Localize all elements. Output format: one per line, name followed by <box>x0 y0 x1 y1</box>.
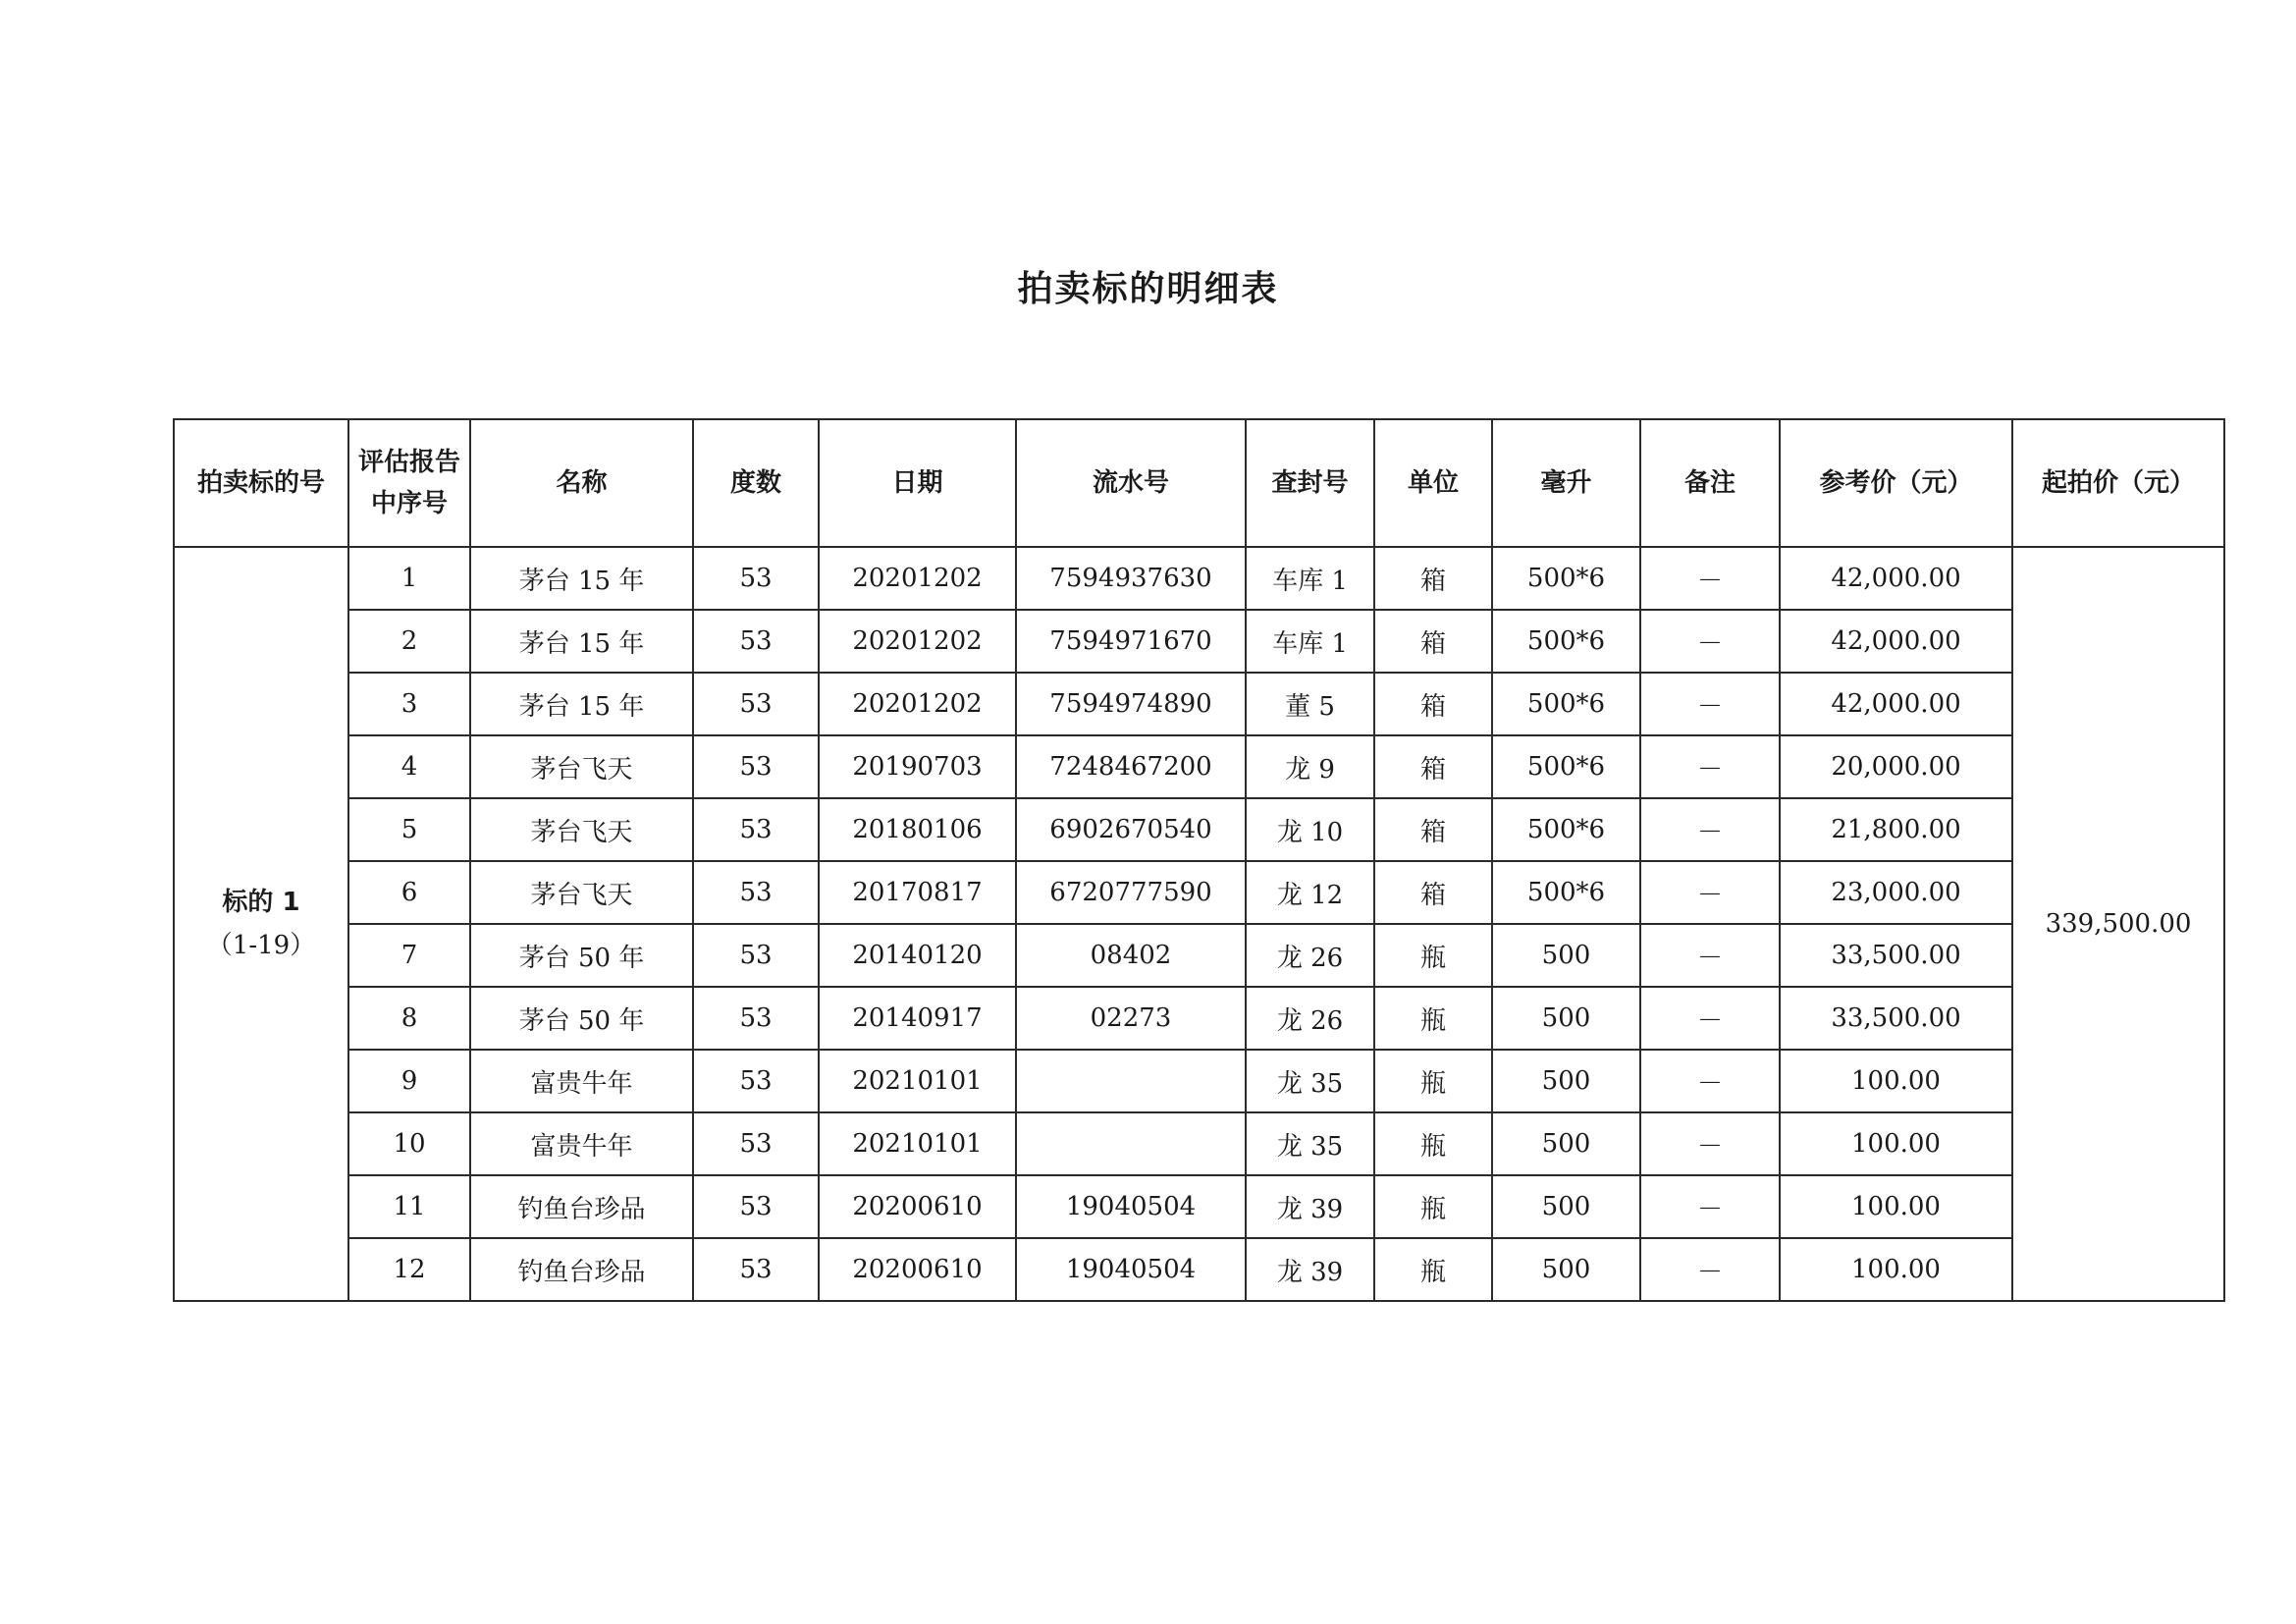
cell-seq: 9 <box>348 1050 470 1112</box>
table-row <box>174 610 2224 673</box>
start-price-cell: 339,500.00 <box>2012 547 2224 1301</box>
cell-seal: 车库 1 <box>1246 547 1374 610</box>
cell-abv: 53 <box>693 798 819 861</box>
table-row <box>174 1050 2224 1112</box>
table-row <box>174 861 2224 924</box>
header-note: 备注 <box>1640 419 1780 547</box>
cell-seal: 龙 39 <box>1246 1238 1374 1301</box>
cell-abv: 53 <box>693 547 819 610</box>
cell-name: 茅台飞天 <box>470 798 693 861</box>
lot-group-range: （1-19） <box>206 931 316 960</box>
cell-note: － <box>1640 924 1780 987</box>
table-header-row <box>174 419 2224 547</box>
cell-date: 20190703 <box>819 735 1016 798</box>
cell-note: － <box>1640 547 1780 610</box>
cell-date: 20201202 <box>819 673 1016 735</box>
cell-name: 茅台 50 年 <box>470 924 693 987</box>
cell-ref-price: 42,000.00 <box>1780 547 2012 610</box>
cell-seal: 龙 35 <box>1246 1112 1374 1175</box>
cell-serial: 6902670540 <box>1016 798 1246 861</box>
cell-unit: 瓶 <box>1374 1175 1492 1238</box>
cell-seal: 龙 10 <box>1246 798 1374 861</box>
cell-abv: 53 <box>693 735 819 798</box>
cell-name: 富贵牛年 <box>470 1050 693 1112</box>
cell-ref-price: 23,000.00 <box>1780 861 2012 924</box>
table-row <box>174 547 2224 610</box>
cell-note: － <box>1640 1238 1780 1301</box>
lot-group-cell <box>174 547 348 1301</box>
cell-seq: 3 <box>348 673 470 735</box>
cell-seal: 龙 12 <box>1246 861 1374 924</box>
cell-date: 20170817 <box>819 861 1016 924</box>
cell-seq: 8 <box>348 987 470 1050</box>
header-unit: 单位 <box>1374 419 1492 547</box>
cell-date: 20200610 <box>819 1238 1016 1301</box>
cell-ml: 500 <box>1492 1175 1640 1238</box>
cell-ref-price: 20,000.00 <box>1780 735 2012 798</box>
table-row <box>174 1238 2224 1301</box>
cell-seq: 12 <box>348 1238 470 1301</box>
cell-abv: 53 <box>693 924 819 987</box>
cell-ref-price: 33,500.00 <box>1780 987 2012 1050</box>
cell-ml: 500 <box>1492 987 1640 1050</box>
cell-seal: 车库 1 <box>1246 610 1374 673</box>
cell-unit: 箱 <box>1374 547 1492 610</box>
table-body <box>174 547 2224 1301</box>
cell-serial <box>1016 1050 1246 1112</box>
cell-ml: 500 <box>1492 1238 1640 1301</box>
cell-note: － <box>1640 735 1780 798</box>
cell-abv: 53 <box>693 861 819 924</box>
cell-name: 富贵牛年 <box>470 1112 693 1175</box>
cell-seq: 11 <box>348 1175 470 1238</box>
cell-abv: 53 <box>693 1175 819 1238</box>
cell-date: 20200610 <box>819 1175 1016 1238</box>
cell-ref-price: 21,800.00 <box>1780 798 2012 861</box>
cell-unit: 瓶 <box>1374 987 1492 1050</box>
cell-ml: 500*6 <box>1492 735 1640 798</box>
header-abv: 度数 <box>693 419 819 547</box>
cell-abv: 53 <box>693 673 819 735</box>
cell-name: 茅台飞天 <box>470 861 693 924</box>
cell-name: 茅台 15 年 <box>470 673 693 735</box>
cell-serial <box>1016 1112 1246 1175</box>
cell-unit: 箱 <box>1374 610 1492 673</box>
table-row <box>174 987 2224 1050</box>
cell-seq: 7 <box>348 924 470 987</box>
cell-name: 茅台 50 年 <box>470 987 693 1050</box>
cell-date: 20201202 <box>819 547 1016 610</box>
cell-date: 20210101 <box>819 1050 1016 1112</box>
cell-abv: 53 <box>693 610 819 673</box>
header-serial: 流水号 <box>1016 419 1246 547</box>
cell-serial: 02273 <box>1016 987 1246 1050</box>
header-name: 名称 <box>470 419 693 547</box>
cell-note: － <box>1640 987 1780 1050</box>
cell-ml: 500*6 <box>1492 861 1640 924</box>
cell-ref-price: 100.00 <box>1780 1112 2012 1175</box>
cell-seq: 10 <box>348 1112 470 1175</box>
cell-serial: 19040504 <box>1016 1238 1246 1301</box>
cell-name: 茅台 15 年 <box>470 547 693 610</box>
cell-seq: 1 <box>348 547 470 610</box>
table-row <box>174 735 2224 798</box>
cell-note: － <box>1640 1175 1780 1238</box>
cell-ref-price: 100.00 <box>1780 1238 2012 1301</box>
cell-unit: 瓶 <box>1374 1112 1492 1175</box>
cell-serial: 19040504 <box>1016 1175 1246 1238</box>
cell-abv: 53 <box>693 1238 819 1301</box>
cell-serial: 7594974890 <box>1016 673 1246 735</box>
cell-ml: 500*6 <box>1492 547 1640 610</box>
header-seal: 查封号 <box>1246 419 1374 547</box>
cell-seal: 龙 39 <box>1246 1175 1374 1238</box>
cell-name: 茅台飞天 <box>470 735 693 798</box>
cell-unit: 瓶 <box>1374 924 1492 987</box>
cell-seal: 龙 9 <box>1246 735 1374 798</box>
header-ref-price: 参考价（元） <box>1780 419 2012 547</box>
cell-note: － <box>1640 861 1780 924</box>
cell-unit: 箱 <box>1374 673 1492 735</box>
cell-name: 茅台 15 年 <box>470 610 693 673</box>
cell-ml: 500*6 <box>1492 610 1640 673</box>
header-lot-number: 拍卖标的号 <box>174 419 348 547</box>
cell-seq: 6 <box>348 861 470 924</box>
cell-seal: 龙 26 <box>1246 987 1374 1050</box>
cell-name: 钓鱼台珍品 <box>470 1175 693 1238</box>
header-report-seq: 评估报告中序号 <box>348 419 470 547</box>
cell-serial: 6720777590 <box>1016 861 1246 924</box>
cell-date: 20210101 <box>819 1112 1016 1175</box>
cell-serial: 7248467200 <box>1016 735 1246 798</box>
cell-seal: 董 5 <box>1246 673 1374 735</box>
cell-note: － <box>1640 673 1780 735</box>
table-row <box>174 1112 2224 1175</box>
cell-ml: 500*6 <box>1492 798 1640 861</box>
cell-ref-price: 42,000.00 <box>1780 673 2012 735</box>
table-row <box>174 673 2224 735</box>
cell-unit: 瓶 <box>1374 1238 1492 1301</box>
cell-note: － <box>1640 1112 1780 1175</box>
cell-unit: 箱 <box>1374 735 1492 798</box>
cell-ref-price: 33,500.00 <box>1780 924 2012 987</box>
cell-serial: 7594937630 <box>1016 547 1246 610</box>
page-title: 拍卖标的明细表 <box>1017 269 1279 309</box>
cell-note: － <box>1640 798 1780 861</box>
cell-seq: 2 <box>348 610 470 673</box>
cell-seq: 5 <box>348 798 470 861</box>
cell-seal: 龙 35 <box>1246 1050 1374 1112</box>
header-ml: 毫升 <box>1492 419 1640 547</box>
cell-ml: 500*6 <box>1492 673 1640 735</box>
table-row <box>174 1175 2224 1238</box>
table-row <box>174 798 2224 861</box>
cell-date: 20140120 <box>819 924 1016 987</box>
auction-detail-table <box>173 418 2225 1302</box>
cell-abv: 53 <box>693 1112 819 1175</box>
cell-name: 钓鱼台珍品 <box>470 1238 693 1301</box>
cell-unit: 箱 <box>1374 861 1492 924</box>
cell-serial: 7594971670 <box>1016 610 1246 673</box>
cell-date: 20201202 <box>819 610 1016 673</box>
cell-date: 20180106 <box>819 798 1016 861</box>
cell-ml: 500 <box>1492 924 1640 987</box>
cell-ml: 500 <box>1492 1050 1640 1112</box>
cell-note: － <box>1640 610 1780 673</box>
lot-group-label: 标的 1 <box>222 888 300 917</box>
table-row <box>174 924 2224 987</box>
cell-unit: 瓶 <box>1374 1050 1492 1112</box>
cell-seq: 4 <box>348 735 470 798</box>
cell-ml: 500 <box>1492 1112 1640 1175</box>
cell-note: － <box>1640 1050 1780 1112</box>
cell-ref-price: 100.00 <box>1780 1175 2012 1238</box>
cell-abv: 53 <box>693 987 819 1050</box>
cell-serial: 08402 <box>1016 924 1246 987</box>
cell-ref-price: 100.00 <box>1780 1050 2012 1112</box>
header-start-price: 起拍价（元） <box>2012 419 2224 547</box>
cell-unit: 箱 <box>1374 798 1492 861</box>
cell-ref-price: 42,000.00 <box>1780 610 2012 673</box>
cell-date: 20140917 <box>819 987 1016 1050</box>
cell-abv: 53 <box>693 1050 819 1112</box>
cell-seal: 龙 26 <box>1246 924 1374 987</box>
header-date: 日期 <box>819 419 1016 547</box>
